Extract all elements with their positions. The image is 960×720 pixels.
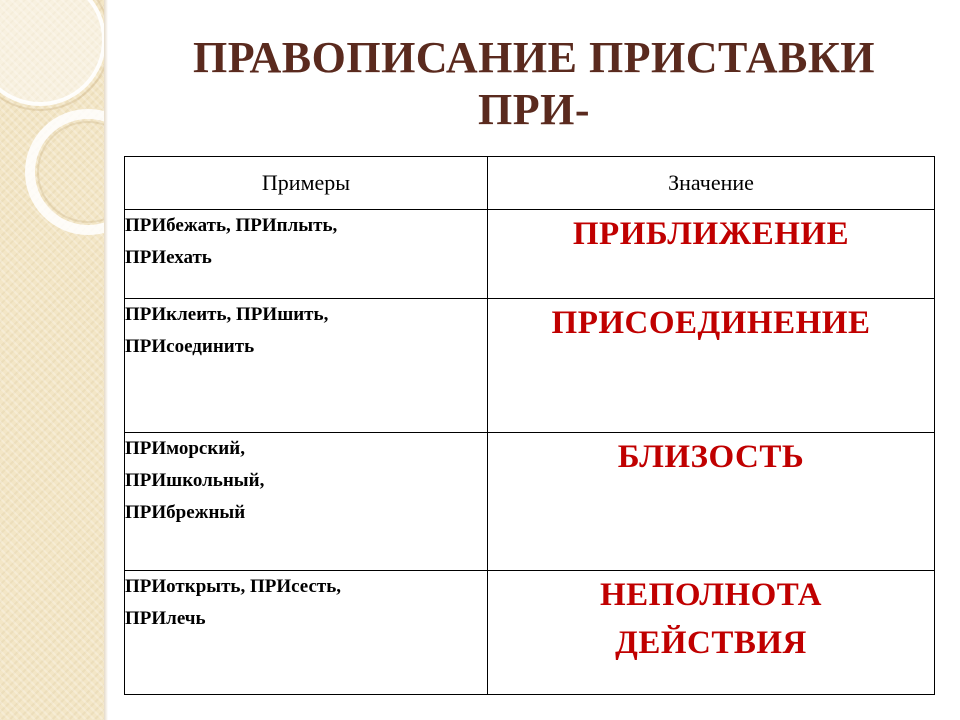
decorative-side-strip <box>0 0 104 720</box>
meaning-text: ДЕЙСТВИЯ <box>615 625 807 661</box>
examples-cell <box>125 571 488 695</box>
table-row <box>125 299 935 433</box>
meaning-cell <box>488 433 935 571</box>
meaning-text: ПРИСОЕДИНЕНИЕ <box>551 305 871 341</box>
table-row <box>125 210 935 299</box>
examples-cell <box>125 299 488 433</box>
meaning-cell <box>488 210 935 299</box>
meaning-text: НЕПОЛНОТА <box>600 577 822 613</box>
prefix-rules-table <box>124 156 935 695</box>
examples-cell <box>125 210 488 299</box>
table-row <box>125 571 935 695</box>
example-line: ПРИехать <box>125 247 212 268</box>
decorative-circles-icon <box>0 0 104 260</box>
example-line: ПРИсоединить <box>125 336 255 357</box>
table-row <box>125 433 935 571</box>
example-line: ПРИбежать, ПРИплыть, <box>125 215 338 236</box>
example-line: ПРИклеить, ПРИшить, <box>125 304 329 325</box>
page-title <box>108 32 960 136</box>
examples-cell <box>125 433 488 571</box>
example-line: ПРИлечь <box>125 608 206 629</box>
meaning-cell <box>488 571 935 695</box>
title-line-2: ПРИ- <box>478 85 590 134</box>
example-line: ПРИбрежный <box>125 502 246 523</box>
header-examples: Примеры <box>125 157 488 210</box>
example-line: ПРИшкольный, <box>125 470 265 491</box>
example-line: ПРИоткрыть, ПРИсесть, <box>125 576 342 597</box>
meaning-cell <box>488 299 935 433</box>
header-meaning: Значение <box>488 157 935 210</box>
table-header-row <box>125 157 935 210</box>
meaning-text: БЛИЗОСТЬ <box>617 439 805 475</box>
example-line: ПРИморский, <box>125 438 245 459</box>
title-line-1: ПРАВОПИСАНИЕ ПРИСТАВКИ <box>193 33 875 82</box>
meaning-text: ПРИБЛИЖЕНИЕ <box>572 216 850 252</box>
